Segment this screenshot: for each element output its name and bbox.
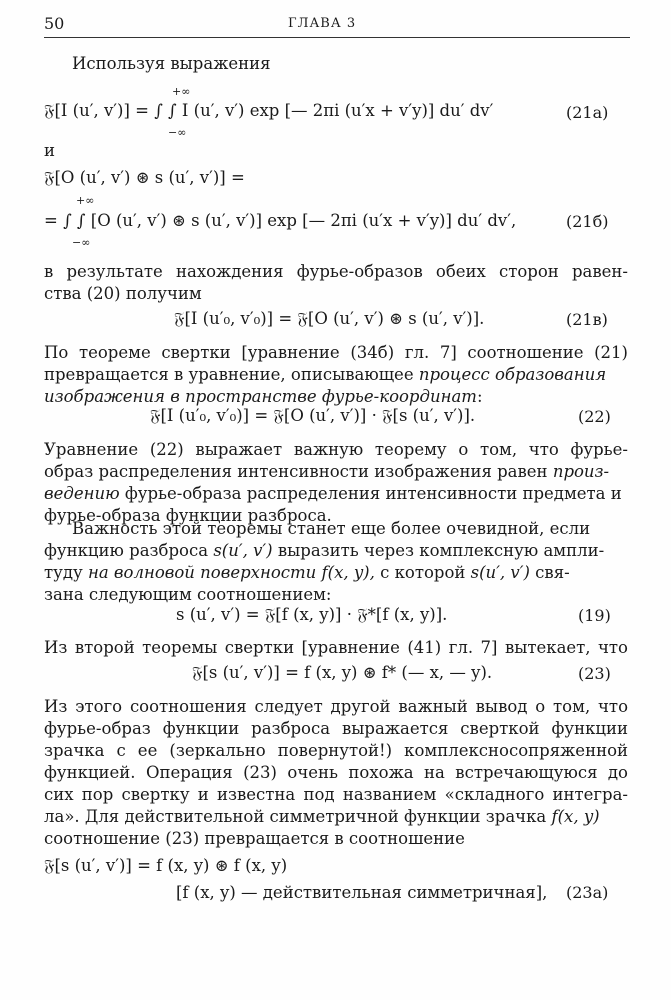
text-line: зана следующим соотношением: bbox=[44, 585, 332, 604]
text-line: соотношение (23) превращается в соотношение bbox=[44, 829, 465, 848]
equation-number-22: (22) bbox=[578, 407, 611, 426]
text-line: в результате нахождения фурье-образов обеих сторон равен- bbox=[44, 262, 628, 281]
equation-21b-line1: 𝔉[O (u′, v′) ⊛ s (u′, v′)] = bbox=[44, 168, 245, 187]
equation-number-21b: (21б) bbox=[566, 212, 609, 231]
equation-21a: 𝔉[I (u′, v′)] = ∫ ∫ I (u′, v′) exp [— 2πi (u′x + v′y)] du′ dv′ bbox=[44, 101, 494, 120]
equation-21b-line2: = ∫ ∫ [O (u′, v′) ⊛ s (u′, v′)] exp [— 2πi (u′x + v′y)] du′ dv′, bbox=[44, 211, 517, 230]
integral-upper-limit: +∞ bbox=[172, 85, 191, 98]
equation-number-21a: (21a) bbox=[566, 103, 609, 122]
text-line: функцией. Операция (23) очень похожа на встречающуюся до bbox=[44, 763, 628, 782]
text-line: образ распределения интенсивности изображения равен произ- bbox=[44, 462, 610, 481]
text-line: ведению фурье-образа распределения интенсивности предмета и bbox=[44, 484, 622, 503]
equation-21v: 𝔉[I (u′₀, v′₀)] = 𝔉[O (u′, v′) ⊛ s (u′, v′)]. bbox=[174, 309, 485, 328]
equation-23: 𝔉[s (u′, v′)] = f (x, y) ⊛ f* (— x, — y). bbox=[192, 663, 493, 682]
chapter-header: ГЛАВА 3 bbox=[288, 16, 357, 31]
text-line: Важность этой теоремы станет еще более очевидной, если bbox=[72, 519, 591, 538]
text-line: Используя выражения bbox=[72, 54, 271, 73]
text-line: ства (20) получим bbox=[44, 284, 202, 303]
text-line: сих пор свертку и известна под названием «складного интегра- bbox=[44, 785, 628, 804]
text-line-italic: изображения в пространстве фурье-координат: bbox=[44, 387, 483, 406]
equation-23a: 𝔉[s (u′, v′)] = f (x, y) ⊛ f (x, y) bbox=[44, 856, 288, 875]
equation-23a-note: [f (x, y) — действительная симметричная], bbox=[176, 883, 548, 902]
equation-number-23a: (23a) bbox=[566, 883, 609, 902]
integral-lower-limit: −∞ bbox=[72, 236, 91, 249]
text-line: По теореме свертки [уравнение (34б) гл. 7] соотношение (21) bbox=[44, 343, 628, 362]
text-line: превращается в уравнение, описывающее процесс образования bbox=[44, 365, 607, 384]
text-line: Из этого соотношения следует другой важный вывод о том, что bbox=[44, 697, 628, 716]
integral-upper-limit: +∞ bbox=[76, 194, 95, 207]
equation-22: 𝔉[I (u′₀, v′₀)] = 𝔉[O (u′, v′)] · 𝔉[s (u′, v′)]. bbox=[150, 406, 476, 425]
text-line: Уравнение (22) выражает важную теорему о том, что фурье- bbox=[44, 440, 628, 459]
page-number: 50 bbox=[44, 14, 65, 33]
text-line: туду на волновой поверхности f(x, y), с которой s(u′, v′) свя- bbox=[44, 563, 570, 582]
equation-number-21v: (21в) bbox=[566, 310, 608, 329]
text-line: фурье-образ функции разброса выражается сверткой функции bbox=[44, 719, 628, 738]
equation-number-23: (23) bbox=[578, 664, 611, 683]
integral-lower-limit: −∞ bbox=[168, 126, 187, 139]
equation-19: s (u′, v′) = 𝔉[f (x, y)] · 𝔉*[f (x, y)]. bbox=[176, 605, 448, 624]
text-and: и bbox=[44, 141, 55, 160]
text-line: фурье-образа функции разброса. bbox=[44, 506, 332, 525]
equation-number-19: (19) bbox=[578, 606, 611, 625]
text-line: функцию разброса s(u′, v′) выразить через комплексную ампли- bbox=[44, 541, 605, 560]
text-line: ла». Для действительной симметричной функции зрачка f(x, y) bbox=[44, 807, 600, 826]
header-rule bbox=[44, 37, 630, 38]
text-line: зрачка с ее (зеркально повернутой!) комплексносопряженной bbox=[44, 741, 628, 760]
text-line: Из второй теоремы свертки [уравнение (41) гл. 7] вытекает, что bbox=[44, 638, 628, 657]
